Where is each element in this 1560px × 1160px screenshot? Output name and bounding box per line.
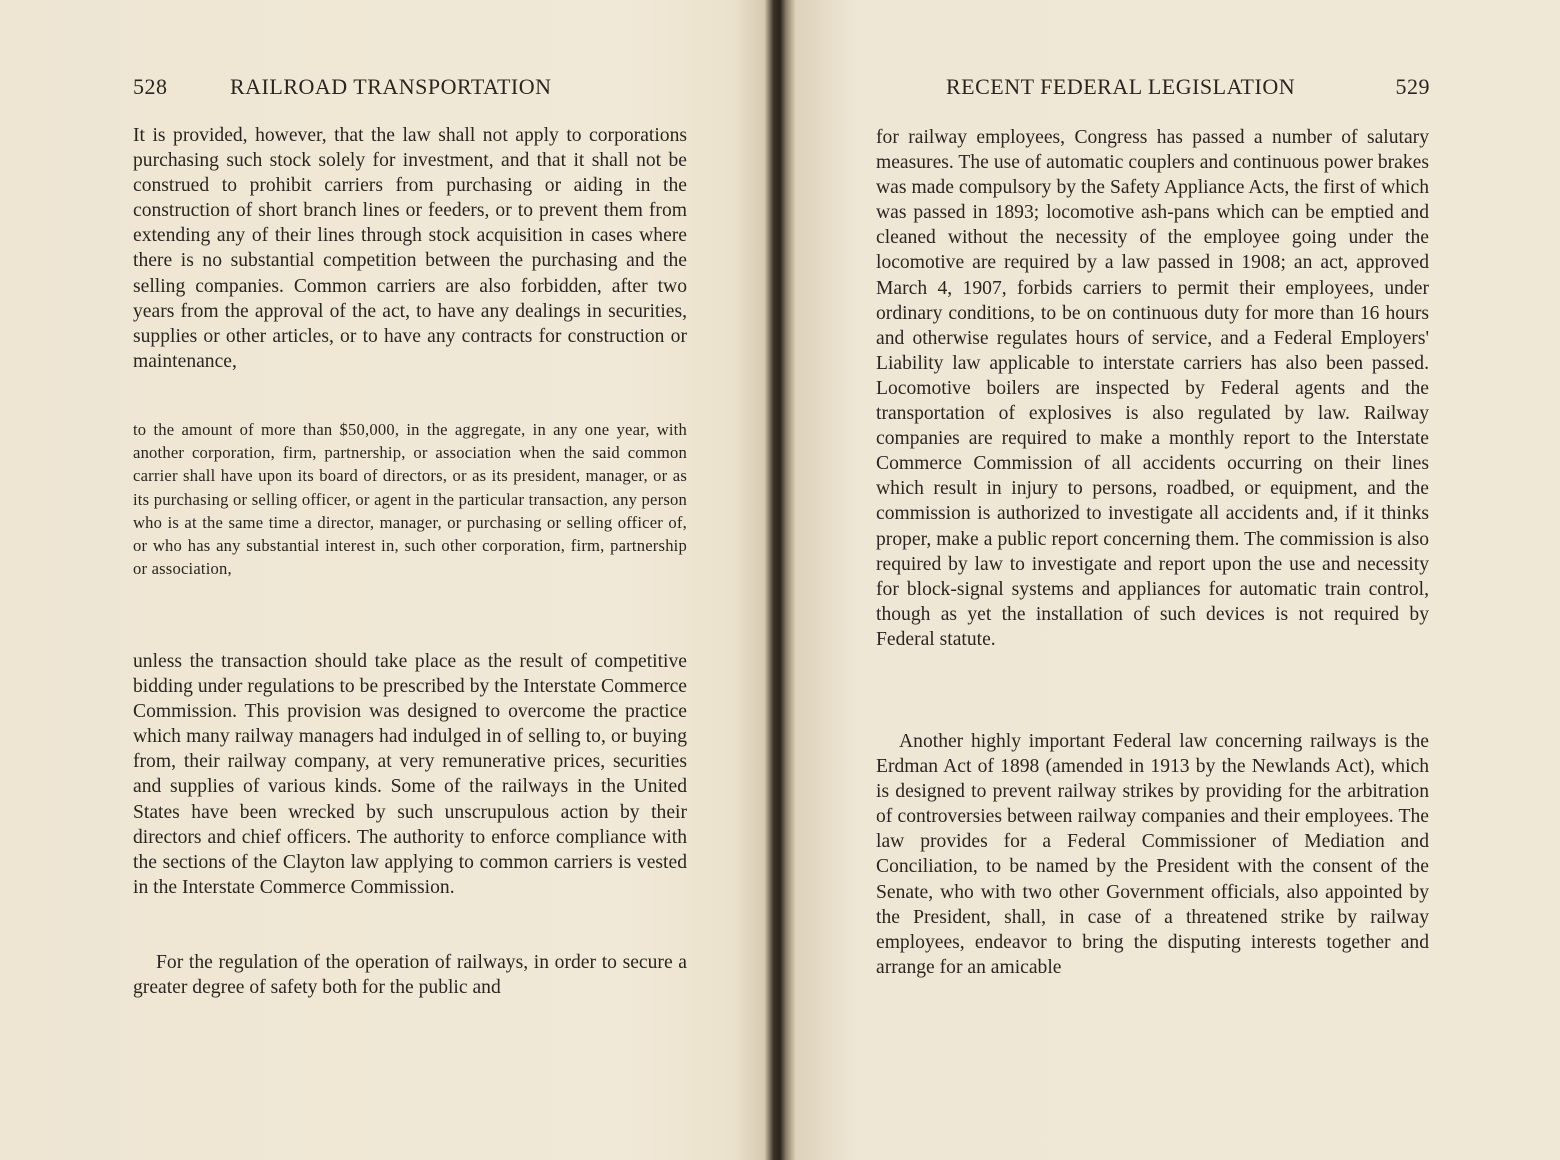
left-page-number: 528 xyxy=(133,74,168,99)
right-paragraph-1: for railway employees, Congress has passed a number of salutary measures. The use of automatic couplers and continuous power brakes was made compulsory by the Safety Appliance Acts, the first of which was passed in 1893; locomotive ash-pans which can be emptied and cleaned without the necessity of the employee going under the locomotive are required by a law passed in 1908; an act, approved March 4, 1907, forbids carriers to permit their employees, under ordinary conditions, to be on continuous duty for more than 16 hours and otherwise regulates hours of service, and a Federal Employers' Liability law applicable to interstate carriers has also been passed. Locomotive boilers are inspected by Federal agents and the transportation of explosives is also regulated by law. Railway companies are required to make a monthly report to the Interstate Commerce Commission of all accidents occurring on their lines which result in injury to persons, roadbed, or equipment, and the commission is authorized to investigate all accidents and, if it thinks proper, make a public report concerning them. The commission is also required by law to investigate and report upon the use and necessity for block-signal systems and appliances for automatic train control, though as yet the installation of such devices is not required by Federal statute. xyxy=(876,127,1429,650)
right-paragraph-2: Another highly important Federal law concerning railways is the Erdman Act of 1898 (amended in 1913 by the Newlands Act), which is designed to prevent railway strikes by providing for the arbitration of controversies between railway companies and their employees. The law provides for a Federal Commissioner of Mediation and Conciliation, to be named by the President with the consent of the Senate, who with two other Government officials, also appointed by the President, shall, in case of a threatened strike by railway employees, endeavor to bring the disputing interests together and arrange for an amicable xyxy=(876,731,1429,978)
left-page xyxy=(0,0,770,1160)
right-running-head: RECENT FEDERAL LEGISLATION xyxy=(946,74,1296,99)
right-page xyxy=(782,0,1560,1160)
left-paragraph-2: unless the transaction should take place as the result of competitive bidding under regulations to be prescribed by the Interstate Commerce Commission. This provision was designed to overcome the practice which many railway managers had indulged in of selling to, or buying from, their railway company, at very remunerative prices, securities and supplies of various kinds. Some of the railways in the United States have been wrecked by such unscrupulous action by their directors and chief officers. The authority to enforce compliance with the sections of the Clayton law applying to common carriers is vested in the Interstate Commerce Commission. xyxy=(133,651,687,898)
left-running-head: RAILROAD TRANSPORTATION xyxy=(230,74,552,99)
left-paragraph-1: It is provided, however, that the law shall not apply to corporations purchasing such stock solely for investment, and that it shall not be construed to prohibit carriers from purchasing or aiding in the construction of short branch lines or feeders, or to prevent them from extending any of their lines through stock acquisition in cases where there is no substantial competition between the purchasing and the selling companies. Common carriers are also forbidden, after two years from the approval of the act, to have any dealings in securities, supplies or other articles, or to have any contracts for construction or maintenance, xyxy=(133,125,687,372)
left-block-quote: to the amount of more than $50,000, in the aggregate, in any one year, with another corporation, firm, partnership, or association when the said common carrier shall have upon its board of directors, or as its president, manager, or as its purchasing or selling officer, or agent in the particular transaction, any person who is at the same time a director, manager, or purchasing or selling officer of, or who has any substantial interest in, such other corporation, firm, partnership or association, xyxy=(133,420,687,579)
left-paragraph-3: For the regulation of the operation of railways, in order to secure a greater degree of safety both for the public and xyxy=(133,952,687,999)
right-page-number: 529 xyxy=(1395,74,1430,99)
